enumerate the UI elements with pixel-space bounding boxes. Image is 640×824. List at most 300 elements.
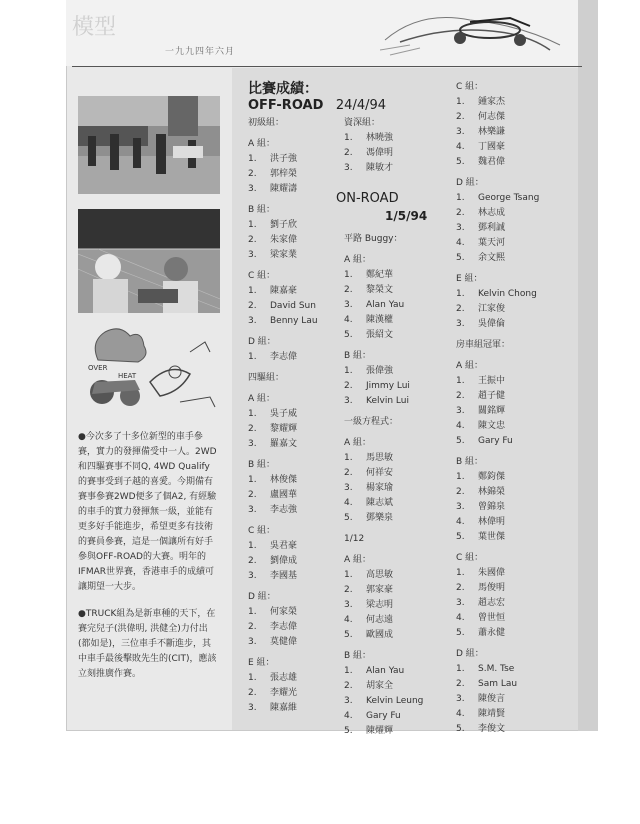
result-entry: [344, 268, 423, 283]
placing-number: 5.: [456, 157, 465, 167]
racer-name: 何志傑: [478, 112, 506, 122]
result-group: [344, 436, 423, 526]
placing-number: 1.: [344, 666, 353, 676]
results-column-senior: [344, 116, 393, 182]
result-group: [344, 232, 423, 247]
racer-name: 陳嘉豪: [270, 286, 298, 296]
placing-number: 3.: [456, 502, 465, 512]
result-entry: [344, 298, 423, 313]
racer-name: 馬俊明: [478, 583, 506, 593]
racer-name: 何志遠: [366, 615, 394, 625]
racer-name: 陳耀濤: [270, 184, 298, 194]
result-entry: [456, 125, 539, 140]
cartoon-overheat-icon: [80, 322, 220, 420]
racer-name: 梁家業: [270, 250, 298, 260]
racer-name: 林錦榮: [478, 487, 506, 497]
result-group: [248, 392, 318, 452]
racer-name: 朱國偉: [478, 568, 506, 578]
result-group: [456, 455, 539, 545]
result-entry: [248, 554, 318, 569]
group-heading: D 組：: [456, 178, 484, 188]
result-group: [344, 415, 423, 430]
svg-text:OVER: OVER: [88, 364, 108, 372]
result-entry: [456, 419, 539, 434]
placing-number: 2.: [456, 487, 465, 497]
result-entry: [344, 496, 423, 511]
result-entry: [248, 701, 318, 716]
group-heading: 初級組：: [248, 118, 285, 128]
group-heading: D 組：: [456, 649, 484, 659]
result-entry: [344, 568, 423, 583]
placing-number: 3.: [248, 637, 257, 647]
result-entry: [456, 470, 539, 485]
result-entry: [248, 167, 318, 182]
result-group: [344, 553, 423, 643]
result-group: [344, 349, 423, 409]
result-entry: [344, 364, 423, 379]
placing-number: 4.: [344, 498, 353, 508]
racer-name: 郭梓榮: [270, 169, 298, 179]
racer-name: 蕭永健: [478, 628, 506, 638]
placing-number: 3.: [344, 696, 353, 706]
placing-number: 1.: [248, 154, 257, 164]
result-entry: [344, 583, 423, 598]
result-entry: [344, 313, 423, 328]
placing-number: 5.: [344, 726, 353, 736]
racer-name: 李志強: [270, 505, 298, 515]
race-photo-outdoor: [78, 96, 220, 194]
placing-number: 2.: [344, 285, 353, 295]
group-heading: B 組：: [248, 205, 276, 215]
racer-name: Sam Lau: [478, 679, 518, 689]
racer-name: 曾錦泉: [478, 502, 506, 512]
racer-name: 張偉強: [366, 366, 394, 376]
placing-number: 2.: [456, 304, 465, 314]
placing-number: 1.: [248, 409, 257, 419]
result-group: [248, 203, 318, 263]
result-entry: [248, 686, 318, 701]
racer-name: 劉偉成: [270, 556, 298, 566]
placing-number: 1.: [456, 664, 465, 674]
result-entry: [456, 389, 539, 404]
racer-name: 趙子健: [478, 391, 506, 401]
racer-name: 朱家偉: [270, 235, 298, 245]
onroad-heading: ON-ROAD: [336, 191, 399, 206]
result-group: [344, 253, 423, 343]
page-edge: [578, 0, 598, 731]
result-entry: [456, 596, 539, 611]
result-group: [456, 551, 539, 641]
result-entry: [456, 287, 539, 302]
result-entry: [248, 299, 318, 314]
racer-name: 高思敏: [366, 570, 394, 580]
results-title: 比賽成績：: [248, 81, 318, 97]
placing-number: 3.: [248, 250, 257, 260]
result-entry: [344, 598, 423, 613]
racer-name: 陳敏才: [366, 163, 394, 173]
racer-name: 趙志宏: [478, 598, 506, 608]
racer-name: 陳嘉維: [270, 703, 298, 713]
result-group: [248, 116, 318, 131]
result-entry: [456, 677, 539, 692]
result-entry: [344, 613, 423, 628]
racer-name: Kelvin Leung: [366, 696, 424, 706]
group-heading: C 組：: [456, 553, 484, 563]
result-group: [248, 656, 318, 716]
placing-number: 5.: [456, 436, 465, 446]
racer-name: 林志成: [478, 208, 506, 218]
placing-number: 3.: [344, 300, 353, 310]
placing-number: 4.: [344, 615, 353, 625]
racer-name: 王振中: [478, 376, 506, 386]
racer-name: 李國基: [270, 571, 298, 581]
placing-number: 5.: [456, 628, 465, 638]
group-heading: A 組：: [344, 438, 372, 448]
racer-name: 江家俊: [478, 304, 506, 314]
result-entry: [456, 191, 539, 206]
group-heading: E 組：: [248, 658, 275, 668]
placing-number: 4.: [456, 613, 465, 623]
racer-name: 黎耀輝: [270, 424, 298, 434]
result-entry: [248, 314, 318, 329]
result-entry: [248, 248, 318, 263]
result-entry: [344, 679, 423, 694]
result-entry: [248, 473, 318, 488]
group-heading: B 組：: [344, 351, 372, 361]
result-entry: [344, 451, 423, 466]
result-entry: [344, 379, 423, 394]
placing-number: 2.: [456, 679, 465, 689]
group-heading: B 組：: [248, 460, 276, 470]
racer-name: 何家榮: [270, 607, 298, 617]
racer-name: 鄭紀華: [366, 270, 394, 280]
result-entry: [456, 566, 539, 581]
group-heading: 四驅組：: [248, 373, 285, 383]
result-entry: [344, 394, 423, 409]
result-entry: [344, 131, 393, 146]
placing-number: 2.: [248, 169, 257, 179]
offroad-date: 24/4/94: [335, 98, 387, 113]
result-entry: [248, 605, 318, 620]
placing-number: 1.: [344, 133, 353, 143]
group-heading: B 組：: [456, 457, 484, 467]
placing-number: 3.: [344, 163, 353, 173]
placing-number: 3.: [344, 396, 353, 406]
racer-name: 何祥安: [366, 468, 394, 478]
result-entry: [456, 722, 539, 737]
racer-name: 李志偉: [270, 352, 298, 362]
placing-number: 4.: [344, 711, 353, 721]
racer-name: 馮偉明: [366, 148, 394, 158]
result-entry: [456, 155, 539, 170]
results-column-onroad-b: [456, 80, 539, 743]
result-group: [248, 335, 318, 365]
result-entry: [248, 503, 318, 518]
placing-number: 3.: [456, 319, 465, 329]
result-entry: [456, 611, 539, 626]
placing-number: 3.: [456, 223, 465, 233]
group-heading: 1/12: [344, 534, 365, 544]
result-entry: [248, 620, 318, 635]
placing-number: 1.: [456, 193, 465, 203]
placing-number: 1.: [344, 453, 353, 463]
placing-number: 2.: [344, 681, 353, 691]
placing-number: 2.: [344, 381, 353, 391]
racer-name: 余文熙: [478, 253, 506, 263]
offroad-heading: OFF-ROAD: [248, 98, 324, 113]
race-photo-pit: [78, 209, 220, 313]
article-paragraph-2: ●TRUCK組為是新車種的天下，在賽完兒子(洪偉明, 洪健全)力付出(都如是)，三位車手不斷進步，其中車手最後擊敗先生的(CIT)，應該立刻推廣作賽。: [78, 609, 217, 679]
group-heading: D 組：: [248, 592, 276, 602]
racer-name: 鄭鈞傑: [478, 472, 506, 482]
result-entry: [344, 709, 423, 724]
results-column-onroad-a: [344, 232, 423, 745]
result-entry: [456, 221, 539, 236]
racer-name: 鍾家杰: [478, 97, 506, 107]
result-entry: [248, 284, 318, 299]
result-group: [456, 359, 539, 449]
placing-number: 3.: [344, 600, 353, 610]
result-entry: [344, 628, 423, 643]
result-group: [248, 137, 318, 197]
group-heading: A 組：: [456, 361, 484, 371]
racer-name: 林偉明: [478, 517, 506, 527]
placing-number: 4.: [344, 315, 353, 325]
placing-number: 5.: [344, 513, 353, 523]
racer-name: 陳俊言: [478, 694, 506, 704]
placing-number: 3.: [456, 694, 465, 704]
racer-name: 曾世恒: [478, 613, 506, 623]
race-car-sketch-icon: [380, 0, 570, 62]
result-entry: [344, 146, 393, 161]
racer-name: 鄧樂泉: [366, 513, 394, 523]
racer-name: 陳燿輝: [366, 726, 394, 736]
group-heading: C 組：: [456, 82, 484, 92]
result-group: [456, 80, 539, 170]
racer-name: 吳子威: [270, 409, 298, 419]
result-entry: [248, 407, 318, 422]
result-entry: [248, 635, 318, 650]
racer-name: 楊家瑜: [366, 483, 394, 493]
racer-name: 鄧利誠: [478, 223, 506, 233]
result-entry: [456, 485, 539, 500]
result-entry: [344, 694, 423, 709]
placing-number: 1.: [248, 220, 257, 230]
racer-name: 李俊文: [478, 724, 506, 734]
group-heading: C 組：: [248, 271, 276, 281]
header-rule: [72, 66, 582, 67]
result-entry: [456, 434, 539, 449]
placing-number: 1.: [344, 366, 353, 376]
result-group: [344, 116, 393, 176]
racer-name: George Tsang: [478, 193, 540, 203]
article-paragraph-1: ●今次多了十多位新型的車手參賽，實力的發揮備受中一人。2WD和四驅賽事不同Q, 4WD Qualify的賽事受到子越的喜愛。今期備有賽事參賽2WD便多了個A2, 有經驗的車手的實力發揮無一級，並能有更多好手能進步，希望更多有技術的賽員參賽，這是一個讓所有好手參與OFF-ROAD的大賽。明年的IFMAR世界賽，香港車手的成績可讓期望一大步。: [78, 432, 217, 592]
result-entry: [456, 707, 539, 722]
group-heading: C 組：: [248, 526, 276, 536]
group-heading: B 組：: [344, 651, 372, 661]
result-entry: [456, 206, 539, 221]
placing-number: 2.: [456, 208, 465, 218]
placing-number: 1.: [344, 270, 353, 280]
placing-number: 1.: [248, 673, 257, 683]
racer-name: Kelvin Lui: [366, 396, 409, 406]
placing-number: 1.: [248, 352, 257, 362]
result-entry: [456, 110, 539, 125]
placing-number: 3.: [248, 571, 257, 581]
racer-name: S.M. Tse: [478, 664, 515, 674]
racer-name: Kelvin Chong: [478, 289, 537, 299]
placing-number: 1.: [456, 289, 465, 299]
result-entry: [456, 236, 539, 251]
result-entry: [456, 140, 539, 155]
placing-number: 1.: [248, 475, 257, 485]
result-group: [456, 338, 539, 353]
racer-name: 丁國豪: [478, 142, 506, 152]
placing-number: 3.: [248, 439, 257, 449]
faint-logo: 模型: [72, 15, 117, 40]
racer-name: 洪子強: [270, 154, 298, 164]
racer-name: 黎榮文: [366, 285, 394, 295]
group-heading: 一級方程式：: [344, 417, 399, 427]
results-column-offroad: [248, 116, 318, 722]
placing-number: 3.: [456, 406, 465, 416]
group-heading: A 組：: [344, 555, 372, 565]
result-entry: [248, 488, 318, 503]
result-entry: [456, 95, 539, 110]
placing-number: 4.: [456, 238, 465, 248]
racer-name: Gary Fu: [366, 711, 401, 721]
placing-number: 4.: [456, 517, 465, 527]
placing-number: 2.: [456, 391, 465, 401]
result-entry: [344, 161, 393, 176]
placing-number: 3.: [456, 127, 465, 137]
racer-name: 劉子欣: [270, 220, 298, 230]
racer-name: 羅嘉文: [270, 439, 298, 449]
result-entry: [248, 350, 318, 365]
placing-number: 2.: [344, 468, 353, 478]
result-entry: [456, 500, 539, 515]
result-group: [248, 524, 318, 584]
placing-number: 3.: [248, 703, 257, 713]
result-group: [248, 269, 318, 329]
group-heading: A 組：: [344, 255, 372, 265]
racer-name: 陳志斌: [366, 498, 394, 508]
placing-number: 1.: [456, 568, 465, 578]
racer-name: 馬思敏: [366, 453, 394, 463]
placing-number: 2.: [248, 556, 257, 566]
header-date: 一九九四年六月: [165, 47, 236, 57]
result-entry: [248, 671, 318, 686]
placing-number: 2.: [248, 424, 257, 434]
result-group: [456, 647, 539, 737]
result-group: [248, 458, 318, 518]
racer-name: 郭家豪: [366, 585, 394, 595]
result-group: [248, 590, 318, 650]
racer-name: 李耀光: [270, 688, 298, 698]
racer-name: 葉世傑: [478, 532, 506, 542]
placing-number: 2.: [248, 235, 257, 245]
result-entry: [456, 317, 539, 332]
racer-name: 林曉強: [366, 133, 394, 143]
offroad-title: [248, 98, 386, 113]
result-entry: [456, 692, 539, 707]
result-entry: [456, 302, 539, 317]
placing-number: 5.: [456, 253, 465, 263]
group-heading: E 組：: [456, 274, 483, 284]
result-entry: [344, 664, 423, 679]
group-heading: A 組：: [248, 394, 276, 404]
result-entry: [456, 581, 539, 596]
result-group: [344, 532, 423, 547]
result-entry: [344, 724, 423, 739]
result-entry: [344, 511, 423, 526]
group-heading: 房車組冠軍：: [456, 340, 511, 350]
placing-number: 2.: [248, 622, 257, 632]
placing-number: 3.: [248, 184, 257, 194]
placing-number: 5.: [456, 724, 465, 734]
result-entry: [248, 539, 318, 554]
racer-name: Gary Fu: [478, 436, 513, 446]
result-entry: [248, 182, 318, 197]
result-entry: [456, 530, 539, 545]
placing-number: 1.: [344, 570, 353, 580]
racer-name: 葉天河: [478, 238, 506, 248]
racer-name: 關銘輝: [478, 406, 506, 416]
placing-number: 4.: [456, 709, 465, 719]
racer-name: Jimmy Lui: [366, 381, 410, 391]
result-entry: [248, 422, 318, 437]
placing-number: 3.: [248, 505, 257, 515]
result-entry: [248, 218, 318, 233]
result-entry: [248, 152, 318, 167]
racer-name: 魏君偉: [478, 157, 506, 167]
placing-number: 3.: [456, 598, 465, 608]
racer-name: 梁志明: [366, 600, 394, 610]
placing-number: 1.: [248, 286, 257, 296]
result-entry: [456, 374, 539, 389]
group-heading: A 組：: [248, 139, 276, 149]
group-heading: D 組：: [248, 337, 276, 347]
placing-number: 4.: [456, 421, 465, 431]
placing-number: 1.: [248, 541, 257, 551]
racer-name: 胡家全: [366, 681, 394, 691]
placing-number: 5.: [344, 630, 353, 640]
placing-number: 1.: [456, 97, 465, 107]
racer-name: 李志偉: [270, 622, 298, 632]
group-heading: 資深組：: [344, 118, 381, 128]
onroad-date: 1/5/94: [385, 209, 428, 223]
racer-name: Alan Yau: [366, 666, 405, 676]
placing-number: 2.: [456, 112, 465, 122]
racer-name: 陳漢權: [366, 315, 394, 325]
result-entry: [248, 437, 318, 452]
racer-name: Alan Yau: [366, 300, 405, 310]
result-entry: [344, 481, 423, 496]
racer-name: 陳靖賢: [478, 709, 506, 719]
racer-name: 莫健偉: [270, 637, 298, 647]
placing-number: 1.: [456, 376, 465, 386]
placing-number: 1.: [248, 607, 257, 617]
result-entry: [456, 251, 539, 266]
result-entry: [456, 662, 539, 677]
result-entry: [248, 233, 318, 248]
placing-number: 2.: [248, 490, 257, 500]
result-group: [344, 649, 423, 739]
group-heading: 平路 Buggy：: [344, 234, 403, 244]
placing-number: 2.: [344, 148, 353, 158]
result-entry: [248, 569, 318, 584]
result-group: [456, 272, 539, 332]
